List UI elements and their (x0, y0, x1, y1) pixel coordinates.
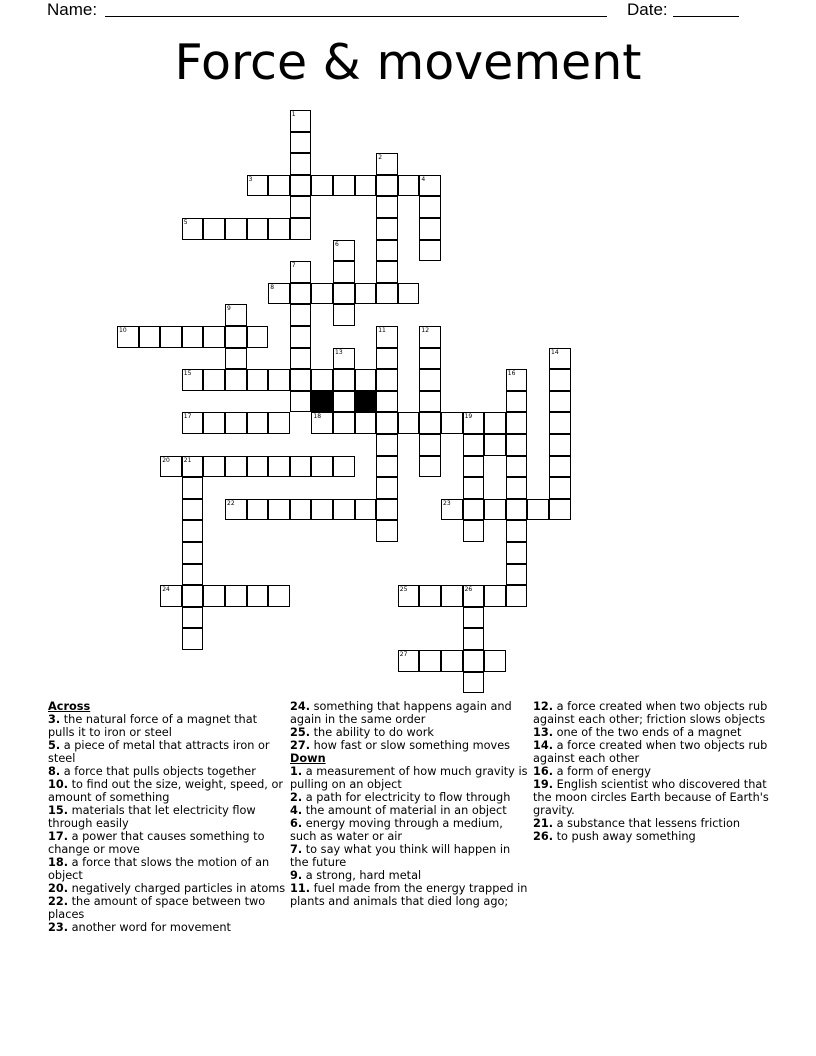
grid-cell[interactable] (419, 348, 441, 370)
clue-number-label: 10. (48, 778, 69, 791)
grid-cell[interactable] (182, 607, 204, 629)
clue-number-label: 7. (290, 843, 303, 856)
clue-number-label: 3. (48, 713, 61, 726)
grid-cell[interactable] (376, 153, 398, 175)
grid-cell[interactable] (376, 348, 398, 370)
grid-cell[interactable] (268, 218, 290, 240)
clue-text: a measurement of how much gravity is pulling on an object (290, 765, 528, 791)
grid-cell[interactable] (268, 456, 290, 478)
grid-cell[interactable] (160, 585, 182, 607)
grid-cell[interactable] (376, 520, 398, 542)
down-header: Down (290, 752, 326, 765)
grid-cell[interactable] (419, 196, 441, 218)
clue-text: the ability to do work (310, 726, 434, 739)
grid-cell[interactable] (333, 283, 355, 305)
grid-cell[interactable] (376, 456, 398, 478)
clue-text: the amount of space between two places (48, 895, 266, 921)
grid-cell[interactable] (376, 499, 398, 521)
grid-cell[interactable] (441, 650, 463, 672)
clue-number: 26 (464, 586, 473, 594)
grid-cell[interactable] (506, 434, 528, 456)
clue-number-label: 6. (290, 817, 303, 830)
grid-cell[interactable] (333, 304, 355, 326)
clue-text: how fast or slow something moves (310, 739, 511, 752)
clue-across (48, 895, 286, 921)
grid-cell[interactable] (355, 283, 377, 305)
clue-across (290, 700, 528, 726)
clue-number: 21 (183, 456, 192, 464)
clue-down (533, 739, 771, 765)
clue-text: a power that causes something to change or move (48, 830, 265, 856)
clue-number: 19 (464, 413, 473, 421)
grid-cell[interactable] (160, 456, 182, 478)
grid-cell[interactable] (506, 499, 528, 521)
clue-number-label: 4. (290, 804, 303, 817)
grid-cell[interactable] (506, 542, 528, 564)
grid-cell[interactable] (549, 348, 571, 370)
grid-cell[interactable] (419, 218, 441, 240)
grid-cell[interactable] (247, 412, 269, 434)
clue-text: energy moving through a medium, such as water or air (290, 817, 503, 843)
grid-cell[interactable] (419, 412, 441, 434)
clue-down (290, 765, 528, 791)
clue-text: the natural force of a magnet that pulls it to iron or steel (48, 713, 258, 739)
clue-text: a force created when two objects rub against each other (533, 739, 768, 765)
grid-cell[interactable] (182, 412, 204, 434)
clue-number-label: 11. (290, 882, 311, 895)
clue-number: 25 (399, 586, 408, 594)
clue-number: 14 (551, 348, 559, 356)
grid-cell[interactable] (484, 499, 506, 521)
grid-cell[interactable] (549, 391, 571, 413)
clue-number: 18 (313, 413, 322, 421)
grid-cell[interactable] (376, 218, 398, 240)
clue-text: a force that slows the motion of an object (48, 856, 270, 882)
clue-down (533, 778, 771, 817)
grid-cell[interactable] (506, 391, 528, 413)
grid-cell[interactable] (376, 391, 398, 413)
clue-down (290, 869, 528, 882)
grid-cell[interactable] (290, 261, 312, 283)
clue-across (48, 778, 286, 804)
clue-number: 13 (335, 348, 343, 356)
grid-cell[interactable] (376, 175, 398, 197)
clue-number: 7 (291, 262, 296, 270)
clue-number-label: 15. (48, 804, 69, 817)
grid-cell[interactable] (506, 564, 528, 586)
grid-cell[interactable] (311, 175, 333, 197)
grid-cell[interactable] (376, 434, 398, 456)
clue-number: 27 (399, 651, 408, 658)
clue-number-label: 17. (48, 830, 69, 843)
grid-cell[interactable] (182, 585, 204, 607)
clue-down (533, 817, 771, 830)
clue-number-label: 25. (290, 726, 311, 739)
grid-cell[interactable] (290, 304, 312, 326)
clue-number-label: 24. (290, 700, 311, 713)
grid-cell[interactable] (203, 585, 225, 607)
grid-cell[interactable] (290, 175, 312, 197)
grid-cell[interactable] (117, 326, 139, 348)
grid-cell[interactable] (398, 650, 420, 672)
clue-number-label: 14. (533, 739, 554, 752)
clue-across (48, 739, 286, 765)
clue-number-label: 9. (290, 869, 303, 882)
clue-column-3 (533, 700, 771, 843)
grid-cell[interactable] (225, 456, 247, 478)
grid-cell[interactable] (247, 369, 269, 391)
grid-cell[interactable] (419, 175, 441, 197)
clue-number: 9 (227, 305, 231, 313)
grid-cell[interactable] (549, 369, 571, 391)
clue-number: 3 (248, 175, 253, 183)
clue-number: 10 (119, 327, 127, 334)
grid-cell[interactable] (333, 240, 355, 262)
grid-cell[interactable] (463, 650, 485, 672)
grid-cell[interactable] (182, 520, 204, 542)
grid-cell[interactable] (463, 499, 485, 521)
grid-cell[interactable] (376, 412, 398, 434)
grid-cell[interactable] (225, 369, 247, 391)
clue-text: a form of energy (553, 765, 651, 778)
grid-cell[interactable] (376, 261, 398, 283)
grid-cell[interactable] (355, 412, 377, 434)
grid-cell[interactable] (376, 326, 398, 348)
grid-cell[interactable] (203, 218, 225, 240)
grid-cell[interactable] (419, 326, 441, 348)
clue-number: 16 (507, 370, 516, 378)
grid-cell[interactable] (290, 132, 312, 154)
grid-cell[interactable] (182, 477, 204, 499)
grid-cell[interactable] (549, 412, 571, 434)
clue-column-2 (290, 700, 528, 908)
clue-text: to say what you think will happen in the future (290, 843, 511, 869)
clue-text: a strong, hard metal (302, 869, 422, 882)
grid-cell[interactable] (398, 283, 420, 305)
clue-down (533, 830, 771, 843)
grid-cell[interactable] (376, 196, 398, 218)
grid-cell[interactable] (182, 499, 204, 521)
grid-cell[interactable] (463, 520, 485, 542)
grid-cell[interactable] (290, 456, 312, 478)
grid-cell[interactable] (549, 499, 571, 521)
clue-across (48, 765, 286, 778)
clue-number-label: 18. (48, 856, 69, 869)
grid-cell[interactable] (376, 477, 398, 499)
grid-cell[interactable] (376, 283, 398, 305)
grid-cell[interactable] (333, 412, 355, 434)
date-label: Date: (627, 0, 668, 19)
across-header: Across (48, 700, 91, 713)
clue-text: negatively charged particles in atoms (68, 882, 286, 895)
grid-cell[interactable] (398, 585, 420, 607)
grid-cell[interactable] (268, 412, 290, 434)
grid-cell[interactable] (333, 261, 355, 283)
clue-number-label: 8. (48, 765, 61, 778)
clue-across (48, 882, 286, 895)
grid-cell[interactable] (247, 175, 269, 197)
grid-cell[interactable] (506, 477, 528, 499)
grid-cell[interactable] (290, 369, 312, 391)
clue-text: materials that let electricity flow through easily (48, 804, 256, 830)
clue-number-label: 19. (533, 778, 554, 791)
grid-cell[interactable] (463, 434, 485, 456)
clue-text: another word for movement (68, 921, 231, 934)
grid-cell[interactable] (333, 499, 355, 521)
grid-cell[interactable] (355, 499, 377, 521)
black-cell (355, 391, 377, 413)
grid-cell[interactable] (182, 369, 204, 391)
grid-cell[interactable] (311, 412, 333, 434)
grid-cell[interactable] (311, 499, 333, 521)
grid-cell[interactable] (398, 175, 420, 197)
clue-number: 2 (378, 154, 383, 162)
grid-cell[interactable] (203, 369, 225, 391)
clue-number-label: 21. (533, 817, 554, 830)
grid-cell[interactable] (463, 607, 485, 629)
grid-cell[interactable] (290, 499, 312, 521)
grid-cell[interactable] (506, 520, 528, 542)
grid-cell[interactable] (268, 175, 290, 197)
grid-cell[interactable] (549, 477, 571, 499)
grid-cell[interactable] (290, 196, 312, 218)
clue-number: 20 (162, 456, 170, 464)
grid-cell[interactable] (290, 153, 312, 175)
clue-down (290, 817, 528, 843)
grid-cell[interactable] (484, 412, 506, 434)
page-title: Force & movement (174, 34, 642, 91)
grid-cell[interactable] (419, 369, 441, 391)
clue-number-label: 5. (48, 739, 61, 752)
grid-cell[interactable] (376, 240, 398, 262)
clue-number: 17 (183, 413, 192, 421)
clue-down (290, 843, 528, 869)
name-label: Name: (47, 0, 98, 19)
grid-cell[interactable] (247, 218, 269, 240)
clue-across (48, 856, 286, 882)
clue-number: 4 (421, 175, 426, 183)
grid-cell[interactable] (290, 391, 312, 413)
grid-cell[interactable] (203, 456, 225, 478)
grid-cell[interactable] (549, 456, 571, 478)
clue-down (533, 700, 771, 726)
grid-cell[interactable] (311, 283, 333, 305)
grid-cell[interactable] (463, 456, 485, 478)
clue-number-label: 20. (48, 882, 69, 895)
clue-text: a piece of metal that attracts iron or steel (48, 739, 270, 765)
grid-cell[interactable] (247, 456, 269, 478)
clue-text: to push away something (553, 830, 696, 843)
grid-cell[interactable] (463, 477, 485, 499)
grid-cell[interactable] (398, 412, 420, 434)
clue-number: 22 (227, 499, 235, 507)
clue-number-label: 1. (290, 765, 303, 778)
clue-down (290, 791, 528, 804)
black-cell (311, 391, 333, 413)
grid-cell[interactable] (333, 391, 355, 413)
clue-text: a force that pulls objects together (60, 765, 256, 778)
clue-number-label: 23. (48, 921, 69, 934)
grid-cell[interactable] (333, 456, 355, 478)
clue-number-label: 26. (533, 830, 554, 843)
clue-across (48, 804, 286, 830)
grid-cell[interactable] (182, 456, 204, 478)
clue-down (290, 804, 528, 817)
clue-across (48, 713, 286, 739)
grid-cell[interactable] (160, 326, 182, 348)
grid-cell[interactable] (182, 542, 204, 564)
clue-number: 24 (162, 586, 170, 594)
grid-cell[interactable] (419, 434, 441, 456)
grid-cell[interactable] (463, 672, 485, 694)
grid-cell[interactable] (203, 326, 225, 348)
grid-cell[interactable] (419, 456, 441, 478)
grid-cell[interactable] (463, 585, 485, 607)
grid-cell[interactable] (247, 585, 269, 607)
grid-cell[interactable] (506, 585, 528, 607)
grid-cell[interactable] (419, 585, 441, 607)
grid-cell[interactable] (290, 283, 312, 305)
clue-number: 15 (183, 370, 192, 378)
grid-cell[interactable] (355, 369, 377, 391)
grid-cell[interactable] (549, 434, 571, 456)
grid-cell[interactable] (268, 499, 290, 521)
grid-cell[interactable] (182, 628, 204, 650)
clue-number: 1 (291, 111, 296, 118)
clue-number-label: 2. (290, 791, 303, 804)
grid-cell[interactable] (311, 369, 333, 391)
grid-cell[interactable] (268, 283, 290, 305)
grid-cell[interactable] (527, 499, 549, 521)
clue-number-label: 13. (533, 726, 554, 739)
grid-cell[interactable] (376, 369, 398, 391)
clue-number: 23 (443, 499, 451, 507)
grid-cell[interactable] (182, 218, 204, 240)
clue-number-label: 12. (533, 700, 554, 713)
grid-cell[interactable] (203, 412, 225, 434)
grid-cell[interactable] (333, 369, 355, 391)
clue-text: a substance that lessens friction (553, 817, 741, 830)
grid-cell[interactable] (419, 240, 441, 262)
grid-cell[interactable] (268, 369, 290, 391)
grid-cell[interactable] (290, 218, 312, 240)
clue-down (290, 882, 528, 908)
clue-number: 6 (335, 240, 339, 248)
grid-cell[interactable] (441, 412, 463, 434)
grid-cell[interactable] (463, 628, 485, 650)
clue-text: fuel made from the energy trapped in plants and animals that died long ago; (290, 882, 528, 908)
clue-across (290, 739, 528, 752)
clue-number-label: 22. (48, 895, 69, 908)
clue-number: 11 (378, 327, 386, 334)
grid-cell[interactable] (484, 650, 506, 672)
grid-cell[interactable] (484, 434, 506, 456)
grid-cell[interactable] (247, 499, 269, 521)
clue-down (533, 765, 771, 778)
clue-number-label: 27. (290, 739, 311, 752)
clue-down (533, 726, 771, 739)
clue-text: the amount of material in an object (302, 804, 507, 817)
grid-cell[interactable] (290, 348, 312, 370)
clue-number: 8 (270, 283, 275, 291)
grid-cell[interactable] (506, 412, 528, 434)
grid-cell[interactable] (225, 326, 247, 348)
clue-number: 5 (183, 219, 188, 226)
grid-cell[interactable] (441, 499, 463, 521)
grid-cell[interactable] (225, 585, 247, 607)
grid-cell[interactable] (139, 326, 161, 348)
grid-cell[interactable] (441, 585, 463, 607)
grid-cell[interactable] (225, 499, 247, 521)
clue-text: English scientist who discovered that the moon circles Earth because of Earth's gravity. (533, 778, 769, 817)
grid-cell[interactable] (419, 391, 441, 413)
grid-cell[interactable] (506, 369, 528, 391)
grid-cell[interactable] (333, 175, 355, 197)
clue-number-label: 16. (533, 765, 554, 778)
clue-text: something that happens again and again in the same order (290, 700, 512, 726)
grid-cell[interactable] (333, 348, 355, 370)
clue-across (290, 726, 528, 739)
grid-cell[interactable] (225, 218, 247, 240)
clue-number: 12 (421, 327, 430, 334)
grid-cell[interactable] (355, 175, 377, 197)
grid-cell[interactable] (182, 326, 204, 348)
clue-text: a path for electricity to flow through (302, 791, 511, 804)
clue-text: a force created when two objects rub against each other; friction slows objects (533, 700, 768, 726)
grid-cell[interactable] (463, 412, 485, 434)
grid-cell[interactable] (182, 564, 204, 586)
grid-cell[interactable] (225, 348, 247, 370)
grid-cell[interactable] (419, 650, 441, 672)
clue-across (48, 921, 286, 934)
grid-cell[interactable] (484, 585, 506, 607)
grid-cell[interactable] (311, 456, 333, 478)
clue-column-1 (48, 700, 286, 934)
grid-cell[interactable] (506, 456, 528, 478)
clue-text: to find out the size, weight, speed, or amount of something (48, 778, 284, 804)
clue-text: one of the two ends of a magnet (553, 726, 742, 739)
clue-across (48, 830, 286, 856)
grid-cell[interactable] (247, 326, 269, 348)
grid-cell[interactable] (290, 326, 312, 348)
grid-cell[interactable] (225, 304, 247, 326)
grid-cell[interactable] (290, 110, 312, 132)
grid-cell[interactable] (268, 585, 290, 607)
grid-cell[interactable] (225, 412, 247, 434)
